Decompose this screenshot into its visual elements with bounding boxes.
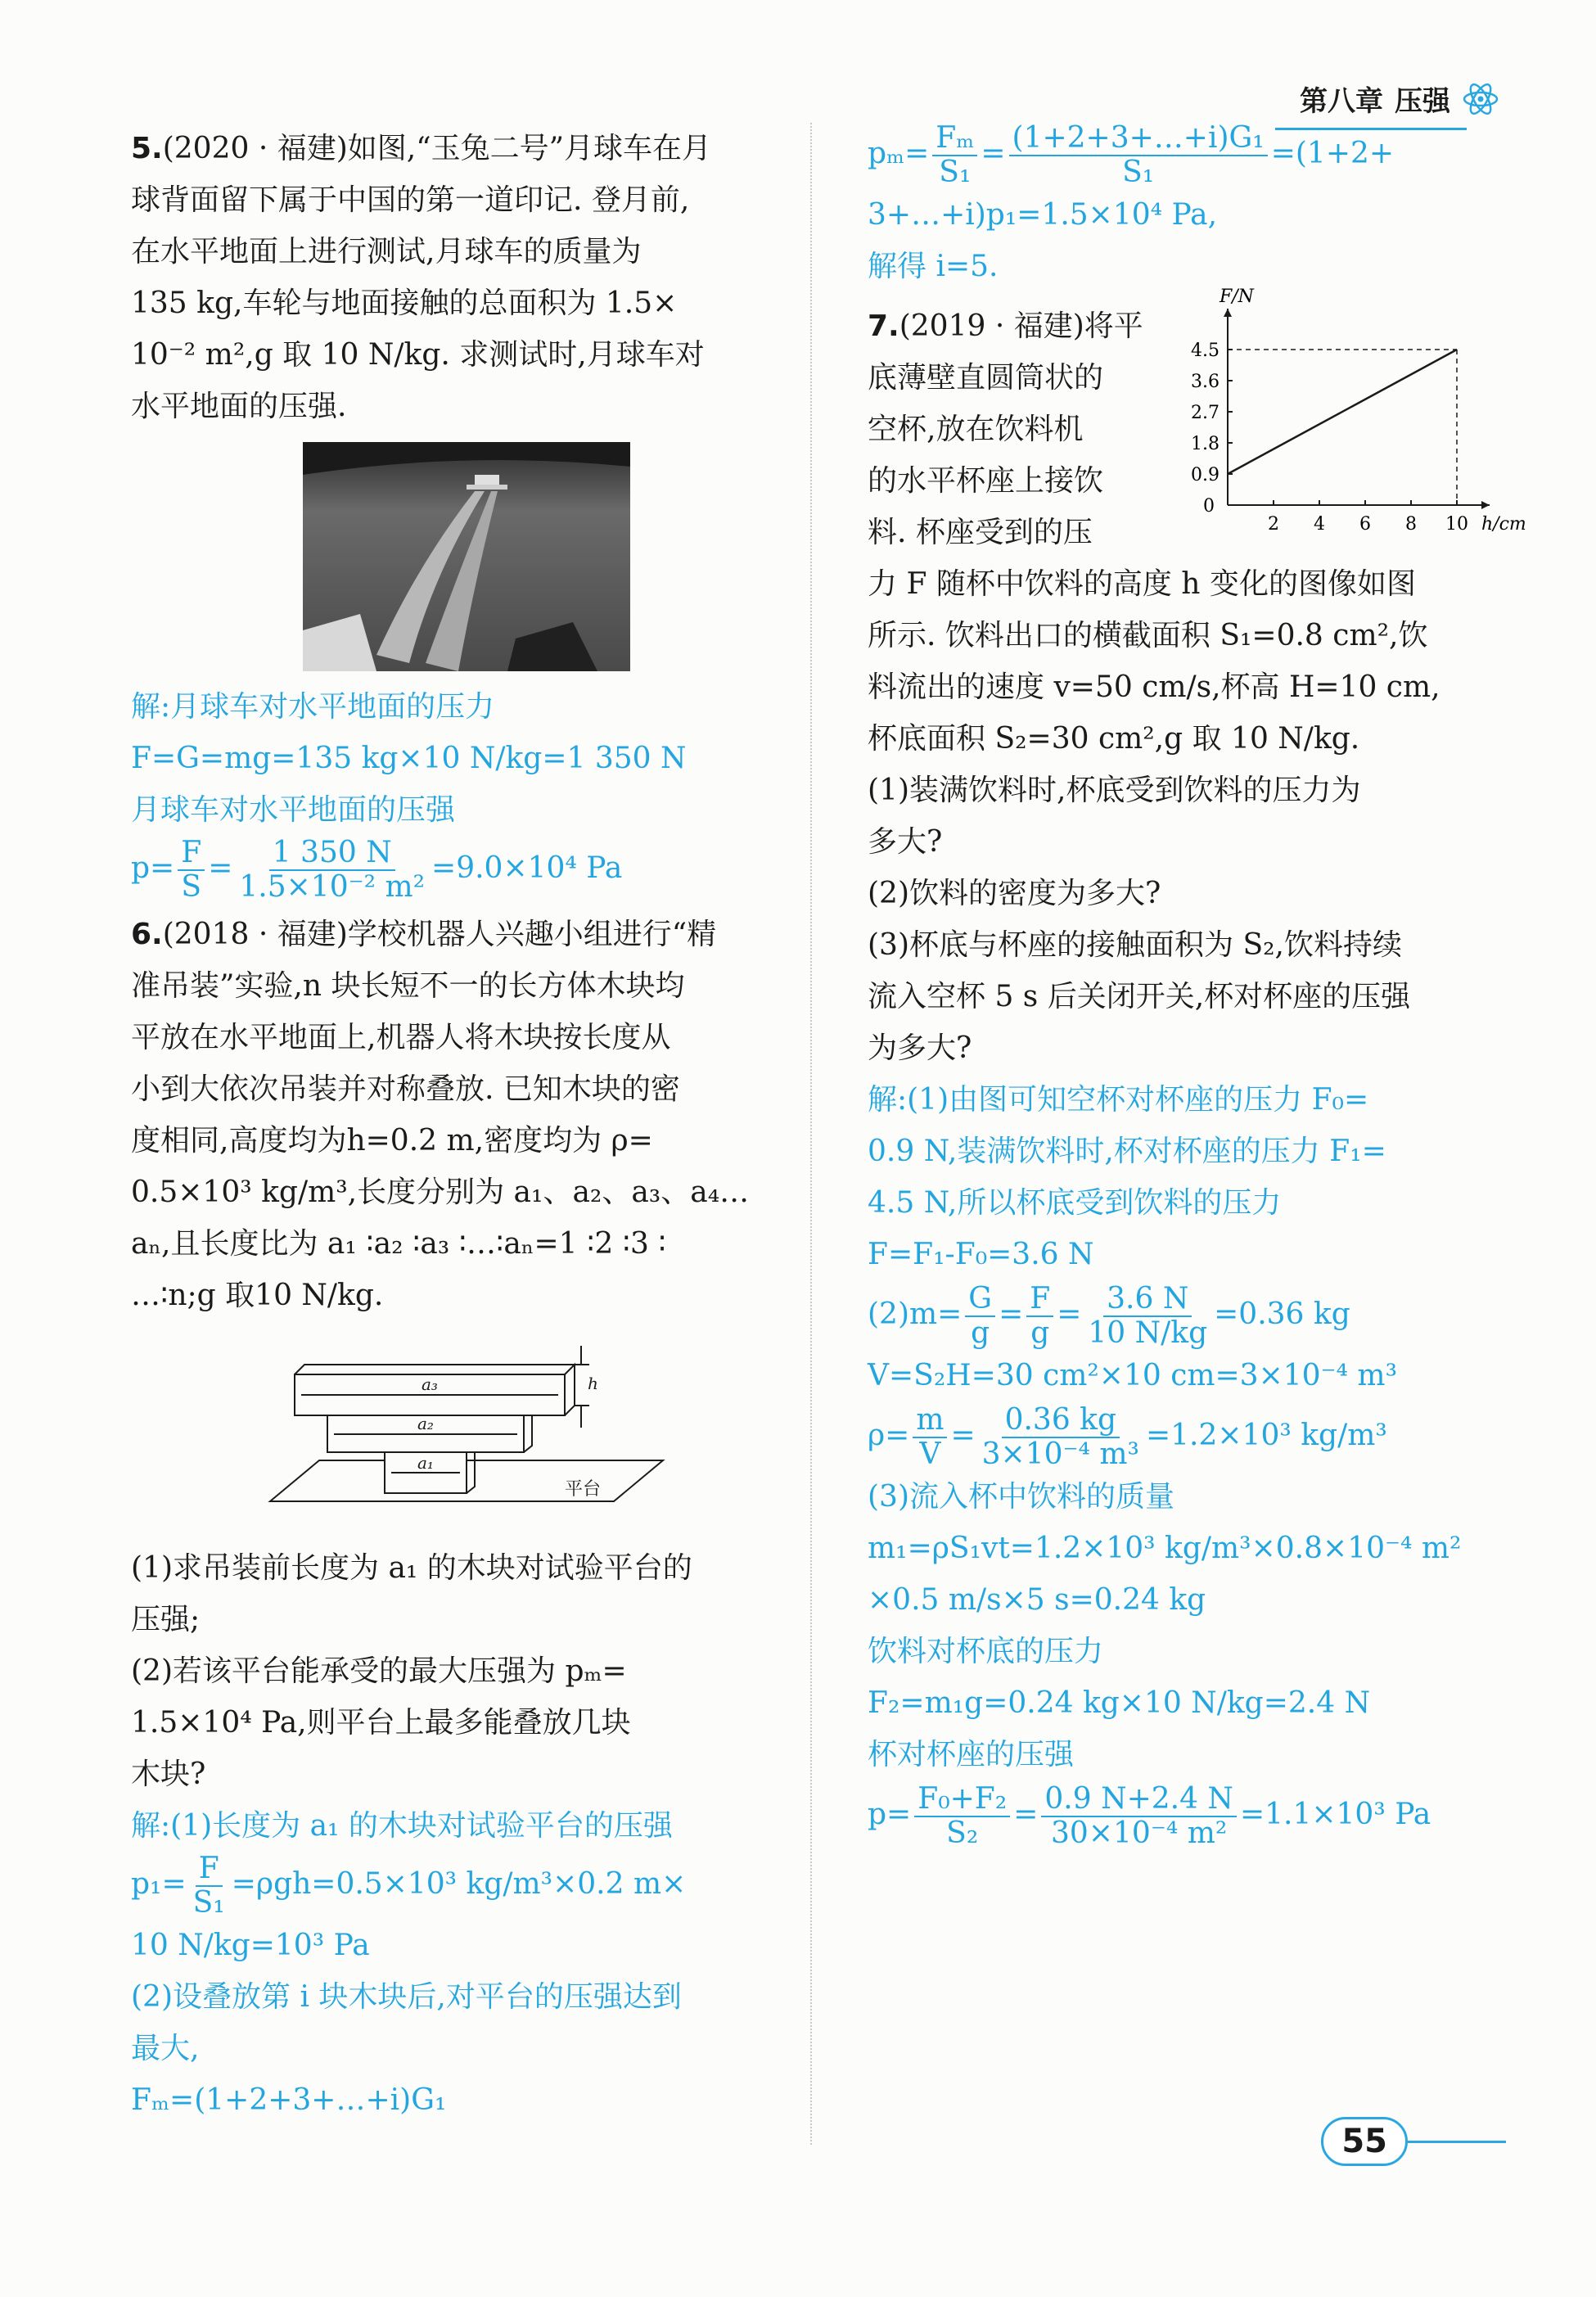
x-tick-label: 4	[1314, 514, 1325, 535]
q5-line: 10⁻² m²,g 取 10 N/kg. 求测试时,月球车对	[131, 338, 705, 372]
x-axis-arrow	[1481, 501, 1490, 509]
column-divider	[810, 123, 812, 2145]
q7-solution-line: 4.5 N,所以杯底受到饮料的压力	[868, 1186, 1282, 1220]
q5-solution-line: 月球车对水平地面的压强	[131, 793, 456, 827]
q6-continued-formula: pₘ= $\frac{\text{Fₘ}}{\text{S₁}}$ = $\frac{\text{(1+2+3+…+i)G₁}}{\text{S₁}}$ =(1+2+	[868, 121, 1395, 189]
q6-line: 度相同,高度均为h=0.2 m,密度均为 ρ=	[131, 1124, 653, 1158]
q6-continued-line: 3+…+i)p₁=1.5×10⁴ Pa,	[868, 198, 1218, 232]
atom-icon	[1462, 80, 1499, 118]
q6-continued-line: 解得 i=5.	[868, 250, 999, 283]
q7-line: 料. 杯座受到的压	[868, 516, 1093, 549]
right-column	[868, 121, 1526, 1850]
q7-solution-volume: V=S₂H=30 cm²×10 cm=3×10⁻⁴ m³	[868, 1359, 1397, 1392]
x-axis-label: h/cm	[1481, 514, 1526, 535]
q5-solution-line: 解:月球车对水平地面的压力	[131, 690, 495, 724]
q7-solution-line: F=F₁-F₀=3.6 N	[868, 1238, 1094, 1271]
origin-label: 0	[1203, 496, 1215, 517]
topic-label: 压强	[1395, 85, 1450, 118]
q7-line: 底薄壁直圆筒状的	[868, 361, 1104, 395]
y-axis-arrow	[1224, 309, 1232, 317]
q7-line: 的水平杯座上接饮	[868, 464, 1104, 498]
q7-solution-line: 0.9 N,装满饮料时,杯对杯座的压力 F₁=	[868, 1135, 1386, 1168]
q5-number: 5.	[131, 132, 163, 165]
force-series-line	[1228, 350, 1457, 474]
q6-question-line: (1)求吊装前长度为 a₁ 的木块对试验平台的	[131, 1551, 692, 1585]
q6-line: aₙ,且长度比为 a₁ ∶a₂ ∶a₃ ∶…∶aₙ=1 ∶2 ∶3 ∶	[131, 1227, 666, 1261]
q7-line: (1)装满饮料时,杯底受到饮料的压力为	[868, 774, 1361, 807]
x-tick-label: 2	[1268, 514, 1279, 535]
fig-label-a2: a₂	[417, 1414, 434, 1433]
q7-solution-density: ρ= $\frac{m}{V}$ = $\frac{0.36 kg}{\text{3×10⁻⁴ m³}}$ =1.2×10³ kg/m³	[868, 1403, 1387, 1471]
q7-line: 流入空杯 5 s 后关闭开关,杯对杯座的压强	[868, 980, 1411, 1013]
y-axis-label: F/N	[1220, 287, 1254, 307]
q7-solution-line: m₁=ρS₁vt=1.2×10³ kg/m³×0.8×10⁻⁴ m²	[868, 1532, 1462, 1565]
q7-solution-mass: (2)m= $\frac{G}{g}$ = $\frac{F}{g}$ = $\frac{3.6 N}{10 N/kg}$ =0.36 kg	[868, 1282, 1350, 1350]
y-tick-label: 2.7	[1191, 403, 1220, 423]
q7-solution-line: (3)流入杯中饮料的质量	[868, 1480, 1174, 1514]
q6-line: 0.5×10³ kg/m³,长度分别为 a₁、a₂、a₃、a₄…	[131, 1176, 750, 1209]
page-number-badge	[1321, 2117, 1506, 2166]
q7-line: 多大?	[868, 825, 943, 859]
q7-line: (3)杯底与杯座的接触面积为 S₂,饮料持续	[868, 928, 1402, 962]
q6-question-line: 压强;	[131, 1603, 201, 1636]
q6-solution-line: Fₘ=(1+2+3+…+i)G₁	[131, 2083, 447, 2117]
q7-line: 所示. 饮料出口的横截面积 S₁=0.8 cm²,饮	[868, 619, 1428, 652]
q6-solution-formula: p₁= $\frac{F}{\text{S₁}}$ =ρgh=0.5×10³ kg/m³×0.2 m×	[131, 1852, 687, 1920]
page-number-rule	[1408, 2141, 1506, 2143]
q7-line: 为多大?	[868, 1031, 972, 1065]
fig-label-a3: a₃	[422, 1374, 438, 1394]
q7-number: 7.	[868, 309, 899, 343]
q5-line: 5.(2020 · 福建)如图,“玉兔二号”月球车在月	[131, 132, 712, 165]
q6-solution-line: 解:(1)长度为 a₁ 的木块对试验平台的压强	[131, 1809, 673, 1843]
x-tick-label: 8	[1405, 514, 1417, 535]
fig-label-a1: a₁	[417, 1453, 434, 1473]
q7-solution-line: ×0.5 m/s×5 s=0.24 kg	[868, 1583, 1206, 1617]
x-tick-label: 6	[1359, 514, 1371, 535]
y-tick-label: 3.6	[1191, 372, 1220, 392]
q7-line: 7.(2019 · 福建)将平	[868, 309, 1143, 343]
x-tick-label: 10	[1445, 514, 1468, 535]
q5-line: 球背面留下属于中国的第一道印记. 登月前,	[131, 183, 690, 217]
left-column	[131, 123, 802, 2126]
q7-solution-line: 杯对杯座的压强	[868, 1738, 1075, 1771]
q6-question-line: 木块?	[131, 1758, 206, 1791]
q7-line: 空杯,放在饮料机	[868, 413, 1084, 446]
q6-question-line: 1.5×10⁴ Pa,则平台上最多能叠放几块	[131, 1706, 631, 1740]
q5-solution-formula: p= $\frac{F}{S}$ = $\frac{1 350 N}{\text{1.5×10⁻² m²}}$ =9.0×10⁴ Pa	[131, 836, 623, 904]
q6-line: 平放在水平地面上,机器人将木块按长度从	[131, 1021, 671, 1054]
chapter-header	[1300, 79, 1499, 119]
q5-line: 在水平地面上进行测试,月球车的质量为	[131, 235, 642, 269]
stacked-blocks-figure	[254, 1338, 679, 1526]
q6-solution-line: 10 N/kg=10³ Pa	[131, 1929, 370, 1962]
question-6	[131, 909, 802, 2126]
q5-line: 135 kg,车轮与地面接触的总面积为 1.5×	[131, 287, 678, 320]
force-height-chart	[1162, 284, 1526, 538]
q6-solution-line: (2)设叠放第 i 块木块后,对平台的压强达到	[131, 1980, 682, 2014]
page-number: 55	[1321, 2117, 1408, 2166]
q6-question-line: (2)若该平台能承受的最大压强为 pₘ=	[131, 1654, 627, 1688]
q6-solution-line: 最大,	[131, 2032, 200, 2065]
q5-line: 水平地面的压强.	[131, 390, 347, 423]
chapter-label: 第八章	[1300, 85, 1383, 118]
q6-number: 6.	[131, 918, 163, 951]
y-tick-label: 4.5	[1191, 341, 1220, 361]
q7-solution-pressure: p= $\frac{\text{F₀+F₂}}{\text{S₂}}$ = $\frac{0.9 N+2.4 N}{\text{30×10⁻⁴ m²}}$ =1.1×10³ Pa	[868, 1782, 1431, 1850]
q7-line: (2)饮料的密度为多大?	[868, 877, 1161, 910]
q7-line: 力 F 随杯中饮料的高度 h 变化的图像如图	[868, 567, 1416, 601]
q7-solution-line: 解:(1)由图可知空杯对杯座的压力 F₀=	[868, 1083, 1369, 1117]
question-7	[868, 287, 1526, 558]
q7-solution-line: F₂=m₁g=0.24 kg×10 N/kg=2.4 N	[868, 1686, 1371, 1720]
q7-line: 料流出的速度 v=50 cm/s,杯高 H=10 cm,	[868, 670, 1440, 704]
y-tick-label: 1.8	[1191, 434, 1220, 454]
fig-label-platform: 平台	[565, 1479, 602, 1500]
lunar-rover-photo	[303, 442, 630, 671]
q7-solution-line: 饮料对杯底的压力	[868, 1635, 1104, 1668]
y-tick-label: 0.9	[1191, 465, 1220, 485]
question-5	[131, 123, 802, 904]
q6-line: …∶n;g 取10 N/kg.	[131, 1279, 384, 1312]
q5-solution-line: F=G=mg=135 kg×10 N/kg=1 350 N	[131, 742, 687, 775]
fig-label-h: h	[588, 1374, 598, 1393]
q6-line: 准吊装”实验,n 块长短不一的长方体木块均	[131, 969, 685, 1003]
q7-line: 杯底面积 S₂=30 cm²,g 取 10 N/kg.	[868, 722, 1360, 756]
q6-line: 小到大依次吊装并对称叠放. 已知木块的密	[131, 1072, 680, 1106]
q6-line: 6.(2018 · 福建)学校机器人兴趣小组进行“精	[131, 918, 717, 951]
